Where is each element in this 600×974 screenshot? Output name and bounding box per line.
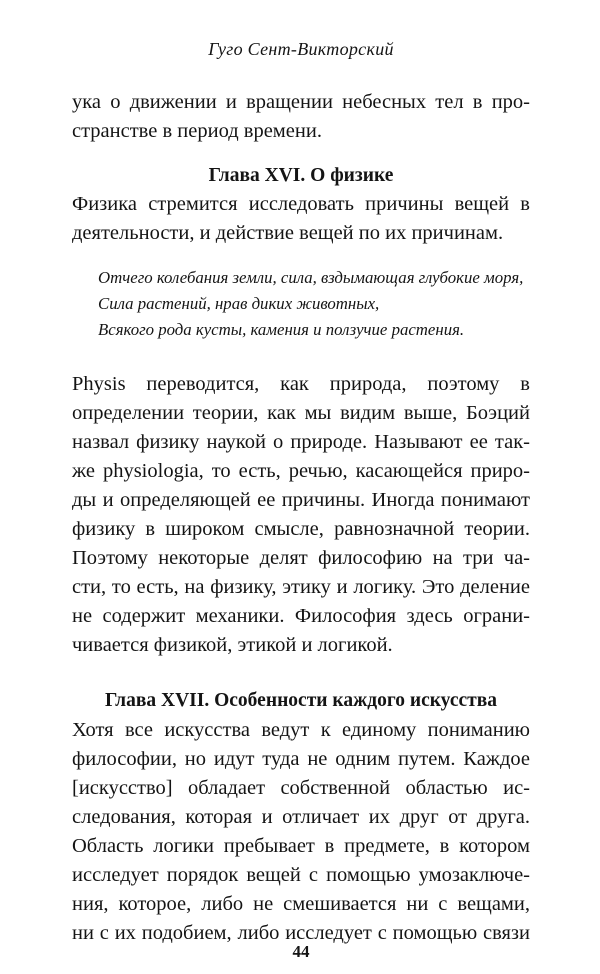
chapter-16-heading: Глава XVI. О физике [208, 165, 394, 186]
text-line: сти, то есть, на физику, этику и логику. Это деление [72, 576, 530, 598]
text-line: [искусство] обладает собственной областью ис- [72, 777, 530, 799]
text-line: ука о движении и вращении небесных тел в про- [72, 91, 530, 113]
text-line: следования, которая и отличает их друг от друга. [72, 806, 530, 828]
text-line: деятельности, и действие вещей по их причинам. [72, 222, 504, 244]
text-line: странстве в период времени. [72, 120, 322, 142]
book-page [72, 0, 530, 974]
text-line: ды и определяющей ее причины. Иногда понимают [72, 489, 530, 511]
text-line: Хотя все искусства ведут к единому пониманию [72, 719, 530, 741]
chapter-17-heading: Глава XVII. Особенности каждого искусства [104, 690, 498, 711]
verse-line: Сила растений, нрав диких животных, [98, 294, 380, 313]
text-line: не содержит механики. Философия здесь ограни- [72, 605, 530, 627]
text-line: физику в широком смысле, равнозначной теории. [72, 518, 530, 540]
text-line: чивается физикой, этикой и логикой. [72, 634, 393, 656]
text-line: же physiologia, то есть, речью, касающейся приро- [72, 460, 530, 482]
text-line: исследует порядок вещей с помощью умозаключе- [72, 864, 530, 886]
text-line: Область логики пребывает в предмете, в котором [72, 835, 530, 857]
text-line: ни с их подобием, либо исследует с помощью связи [72, 922, 530, 944]
verse-line: Отчего колебания земли, сила, вздымающая глубокие моря, [98, 268, 524, 287]
text-line: назвал физику наукой о природе. Называют ее так- [72, 431, 530, 453]
verse-line: Всякого рода кусты, камения и ползучие растения. [98, 320, 465, 339]
running-head: Гуго Сент-Викторский [208, 39, 394, 59]
text-line: Physis переводится, как природа, поэтому в [72, 373, 530, 395]
text-line: философии, но идут туда не одним путем. Каждое [72, 748, 530, 770]
text-line: ния, которое, либо не смешивается ни с вещами, [72, 893, 530, 915]
text-line: Поэтому некоторые делят философию на три ча- [72, 547, 530, 569]
page-number: 44 [292, 942, 310, 961]
text-line: определении теории, как мы видим выше, Боэций [72, 402, 530, 424]
text-line: Физика стремится исследовать причины вещей в [72, 193, 530, 215]
